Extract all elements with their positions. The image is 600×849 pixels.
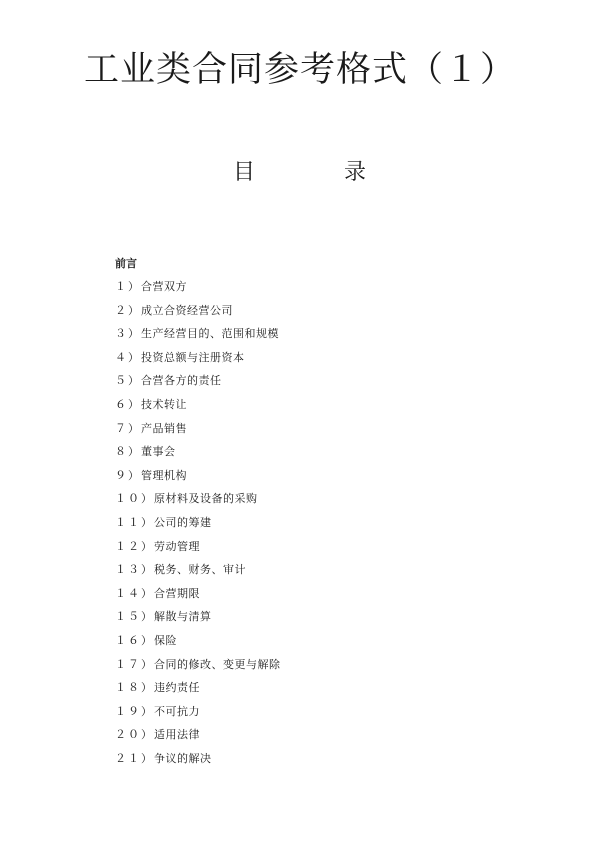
toc-item-number: １９） bbox=[115, 704, 154, 718]
toc-item-number: ４） bbox=[115, 350, 141, 364]
toc-item-label: 适用法律 bbox=[154, 728, 200, 742]
toc-list bbox=[115, 279, 281, 774]
toc-item bbox=[115, 303, 281, 327]
toc-item-label: 技术转让 bbox=[141, 397, 187, 411]
toc-item bbox=[115, 562, 281, 586]
toc-item-label: 违约责任 bbox=[154, 681, 200, 695]
toc-item-label: 劳动管理 bbox=[154, 539, 200, 553]
toc-item-label: 争议的解决 bbox=[154, 751, 212, 765]
toc-item-label: 成立合资经营公司 bbox=[141, 303, 233, 317]
toc-item-number: ８） bbox=[115, 445, 141, 459]
toc-item-label: 税务、财务、审计 bbox=[154, 563, 246, 577]
toc-item-number: １３） bbox=[115, 563, 154, 577]
toc-item-label: 合营双方 bbox=[141, 280, 187, 293]
toc-item-number: １６） bbox=[115, 633, 154, 647]
toc-item-number: １７） bbox=[115, 657, 154, 671]
toc-item-label: 不可抗力 bbox=[154, 704, 200, 718]
toc-item-label: 合营各方的责任 bbox=[141, 374, 222, 388]
toc-item bbox=[115, 727, 281, 751]
toc-item-label: 合同的修改、变更与解除 bbox=[154, 657, 281, 671]
toc-item-label: 投资总额与注册资本 bbox=[141, 350, 245, 364]
toc-heading-char-2: 录 bbox=[344, 160, 367, 185]
toc-item-number: １２） bbox=[115, 539, 154, 553]
toc-item-number: １８） bbox=[115, 681, 154, 695]
toc-item bbox=[115, 279, 281, 303]
toc-item bbox=[115, 491, 281, 515]
document-title: 工业类合同参考格式（１） bbox=[83, 50, 516, 90]
toc-item bbox=[115, 751, 281, 775]
toc-item bbox=[115, 421, 281, 445]
toc-item bbox=[115, 680, 281, 704]
toc-item bbox=[115, 586, 281, 610]
toc-item-label: 保险 bbox=[154, 633, 177, 647]
toc-item-number: ２１） bbox=[115, 751, 154, 765]
toc-item-number: ２） bbox=[115, 303, 141, 317]
toc-item bbox=[115, 515, 281, 539]
toc-item-label: 公司的筹建 bbox=[154, 515, 212, 529]
toc-item-number: ５） bbox=[115, 374, 141, 388]
toc-item-label: 管理机构 bbox=[141, 468, 187, 482]
toc-item-label: 原材料及设备的采购 bbox=[154, 492, 258, 506]
toc-heading-char-1: 目 bbox=[233, 160, 256, 185]
toc-item bbox=[115, 373, 281, 397]
toc-item bbox=[115, 704, 281, 728]
toc-item-number: ６） bbox=[115, 397, 141, 411]
toc-item-number: ２０） bbox=[115, 728, 154, 742]
toc-item-number: １４） bbox=[115, 586, 154, 600]
toc-item-number: １１） bbox=[115, 515, 154, 529]
toc-item-number: ３） bbox=[115, 327, 141, 341]
toc-item-number: １５） bbox=[115, 610, 154, 624]
toc-item-number: １０） bbox=[115, 492, 154, 506]
toc-item-label: 董事会 bbox=[141, 445, 176, 459]
toc-item bbox=[115, 539, 281, 563]
toc-item bbox=[115, 444, 281, 468]
toc-item-number: １） bbox=[115, 280, 141, 293]
toc-item bbox=[115, 633, 281, 657]
toc-item-label: 产品销售 bbox=[141, 421, 187, 435]
toc-item bbox=[115, 397, 281, 421]
toc-item bbox=[115, 657, 281, 681]
toc-item bbox=[115, 609, 281, 633]
toc-item-label: 生产经营目的、范围和规模 bbox=[141, 327, 279, 341]
toc-item bbox=[115, 326, 281, 350]
toc-preface: 前言 bbox=[115, 257, 137, 270]
toc-item-label: 解散与清算 bbox=[154, 610, 212, 624]
toc-item-number: ９） bbox=[115, 468, 141, 482]
toc-item bbox=[115, 350, 281, 374]
toc-item-number: ７） bbox=[115, 421, 141, 435]
toc-item-label: 合营期限 bbox=[154, 586, 200, 600]
toc-item bbox=[115, 468, 281, 492]
